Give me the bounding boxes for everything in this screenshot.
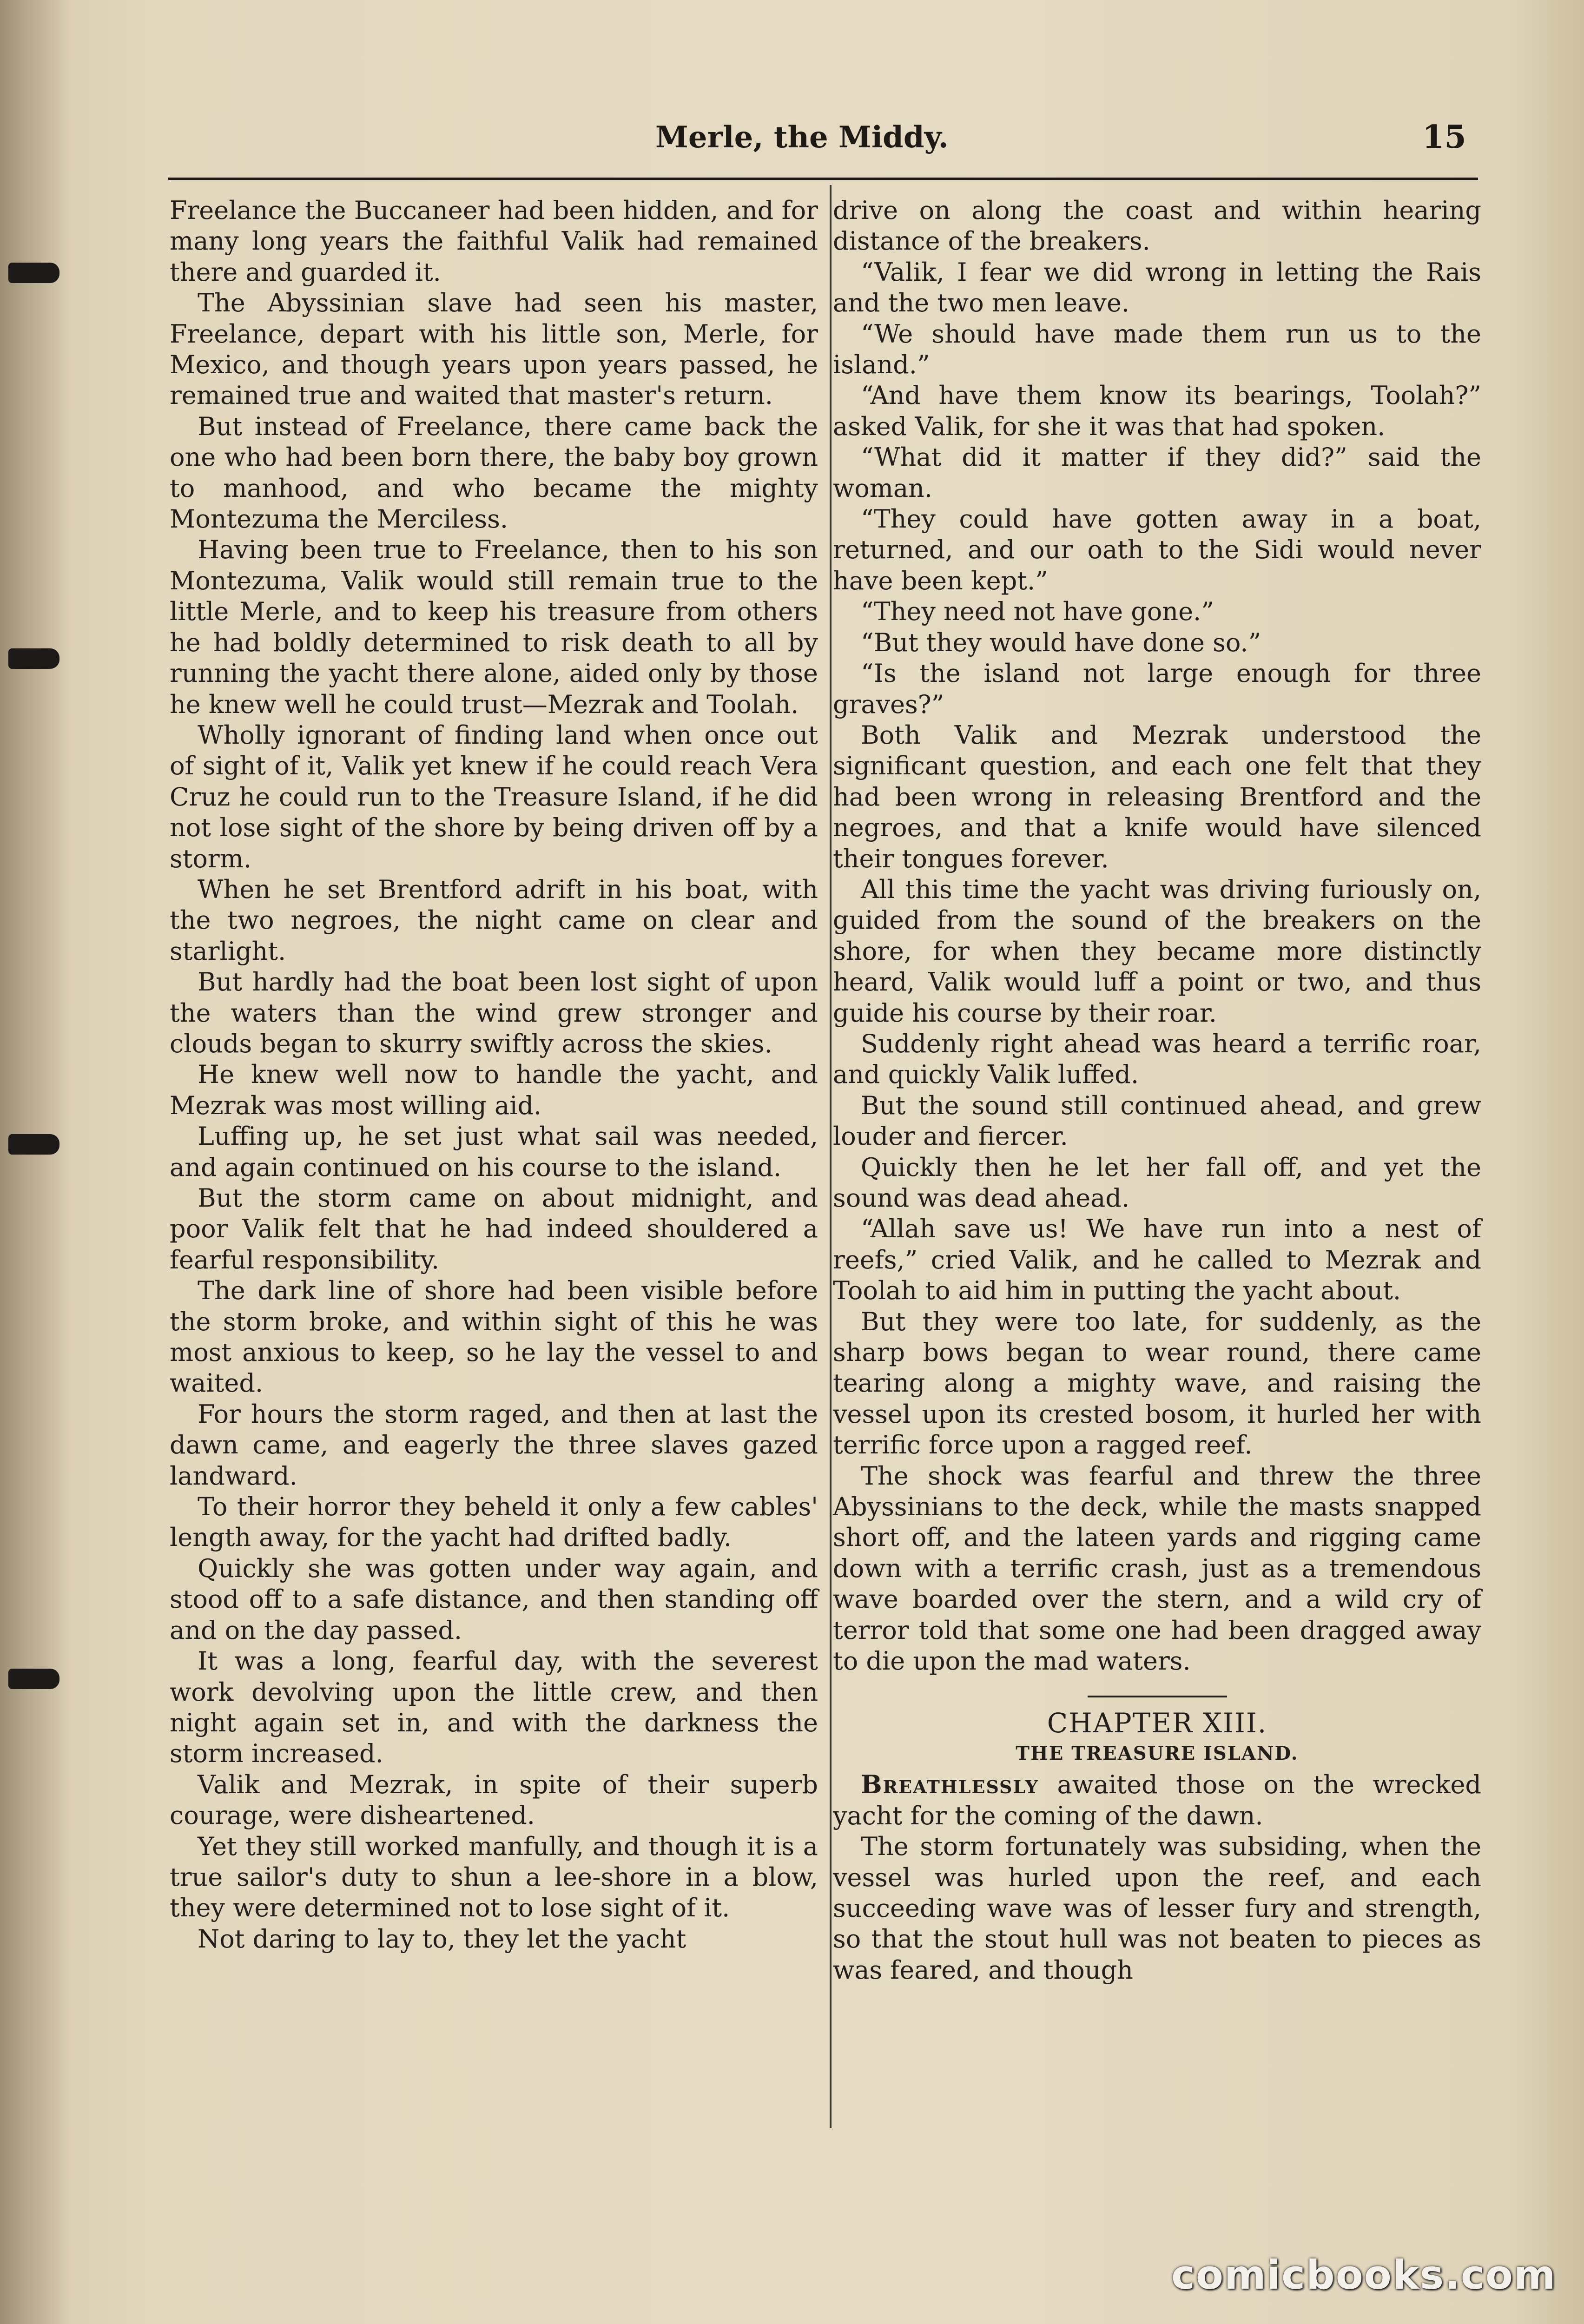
- paragraph: “We should have made them run us to the island.”: [833, 319, 1481, 380]
- paragraph: Luffing up, he set just what sail was needed, and again continued on his course to the island.: [170, 1122, 818, 1182]
- paragraph: For hours the storm raged, and then at last the dawn came, and eagerly the three slaves gazed landward.: [170, 1399, 818, 1491]
- chapter-opening-paragraph: [833, 1769, 1481, 1831]
- paragraph: Wholly ignorant of finding land when once out of sight of it, Valik yet knew if he could reach Vera Cruz he could run to the Treasure Island, if he did not lose sight of the shore by being driven off by a storm.: [170, 720, 818, 873]
- page-gutter-shadow: [0, 0, 70, 2324]
- site-watermark: comicbooks.com: [1171, 2252, 1557, 2298]
- paragraph: He knew well now to handle the yacht, and Mezrak was most willing aid.: [170, 1060, 818, 1120]
- paragraph: “They need not have gone.”: [861, 597, 1214, 627]
- page-number: 15: [1422, 119, 1466, 156]
- paragraph: When he set Brentford adrift in his boat, with the two negroes, the night came on clear and starlight.: [170, 874, 818, 966]
- paragraph: drive on along the coast and within hearing distance of the breakers.: [833, 196, 1481, 256]
- chapter-divider: [1088, 1696, 1227, 1697]
- paragraph: “Allah save us! We have run into a nest of reefs,” cried Valik, and he called to Mezrak and Toolah to aid him in putting the yacht about.: [833, 1214, 1481, 1306]
- paragraph: Having been true to Freelance, then to his son Montezuma, Valik would still remain true to the little Merle, and to keep his treasure from others he had boldly determined to risk death to all by running the yacht there alone, aided only by those he knew well he could trust—Mezrak and Toolah.: [170, 535, 818, 719]
- paragraph: “Valik, I fear we did wrong in letting the Rais and the two men leave.: [833, 257, 1481, 318]
- running-title: Merle, the Middy.: [655, 120, 949, 155]
- paragraph: The shock was fearful and threw the three Abyssinians to the deck, while the masts snapped short off, and the lateen yards and rigging came down with a terrific crash, just as a tremendous wave boarded over the stern, and a wild cry of terror told that some one had been dragged away to die upon the mad waters.: [833, 1461, 1481, 1676]
- paragraph: But the storm came on about midnight, and poor Valik felt that he had indeed shouldered a fearful responsibility.: [170, 1183, 818, 1274]
- paragraph: Yet they still worked manfully, and though it is a true sailor's duty to shun a lee-shore in a blow, they were determined not to lose sight of it.: [170, 1831, 818, 1923]
- chapter-heading: CHAPTER XIII.: [1047, 1707, 1267, 1739]
- paragraph: Suddenly right ahead was heard a terrific roar, and quickly Valik luffed.: [833, 1029, 1481, 1089]
- right-column: [833, 195, 1481, 1986]
- paragraph: The storm fortunately was subsiding, when the vessel was hurled upon the reef, and each succeeding wave was of lesser fury and strength, so that the stout hull was not beaten to pieces as was feared, and though: [833, 1832, 1481, 1985]
- paragraph: But instead of Freelance, there came back the one who had been born there, the baby boy grown to manhood, and who became the mighty Montezuma the Merciless.: [170, 411, 818, 534]
- binding-hole: [8, 263, 59, 283]
- header-rule: [168, 178, 1478, 180]
- paragraph: “They could have gotten away in a boat, returned, and our oath to the Sidi would never have been kept.”: [833, 504, 1481, 595]
- paragraph: It was a long, fearful day, with the severest work devolving upon the little crew, and then night again set in, and with the darkness the storm increased.: [170, 1646, 818, 1769]
- paragraph: Both Valik and Mezrak understood the significant question, and each one felt that they had been wrong in releasing Brentford and the negroes, and that a knife would have silenced their tongues forever.: [833, 720, 1481, 873]
- paragraph: The dark line of shore had been visible before the storm broke, and within sight of this he was most anxious to keep, so he lay the vessel to and waited.: [170, 1276, 818, 1398]
- binding-hole: [8, 648, 59, 669]
- lead-text: awaited those on the wrecked yacht for the coming of the dawn.: [833, 1770, 1481, 1830]
- paragraph: Quickly then he let her fall off, and yet the sound was dead ahead.: [833, 1152, 1481, 1213]
- chapter-subheading: THE TREASURE ISLAND.: [1016, 1742, 1299, 1764]
- paragraph: Freelance the Buccaneer had been hidden, and for many long years the faithful Valik had remained there and guarded it.: [170, 196, 818, 287]
- paragraph: “But they would have done so.”: [861, 627, 1261, 657]
- paragraph: “What did it matter if they did?” said the woman.: [833, 442, 1481, 503]
- paragraph: “Is the island not large enough for three graves?”: [833, 659, 1481, 719]
- paragraph: Quickly she was gotten under way again, and stood off to a safe distance, and then standing off and on the day passed.: [170, 1553, 818, 1645]
- paragraph: The Abyssinian slave had seen his master, Freelance, depart with his little son, Merle, for Mexico, and though years upon years passed, he remained true and waited that master's return.: [170, 288, 818, 410]
- paragraph: But the sound still continued ahead, and grew louder and fiercer.: [833, 1090, 1481, 1151]
- column-divider: [830, 185, 832, 2128]
- paragraph: “And have them know its bearings, Toolah?” asked Valik, for she it was that had spoken.: [833, 381, 1481, 441]
- paragraph: Not daring to lay to, they let the yacht: [198, 1924, 686, 1954]
- binding-hole: [8, 1669, 59, 1689]
- binding-hole: [8, 1134, 59, 1155]
- paragraph: But hardly had the boat been lost sight of upon the waters than the wind grew stronger and clouds began to skurry swiftly across the skies.: [170, 967, 818, 1058]
- paragraph: But they were too late, for suddenly, as the sharp bows began to wear round, there came tearing along a mighty wave, and raising the vessel upon its crested bosom, it hurled her with terrific force upon a ragged reef.: [833, 1307, 1481, 1460]
- lead-word: Breathlessly: [861, 1769, 1039, 1800]
- paragraph: Valik and Mezrak, in spite of their superb courage, were disheartened.: [170, 1769, 818, 1830]
- paragraph: To their horror they beheld it only a few cables' length away, for the yacht had drifted badly.: [170, 1492, 818, 1552]
- left-column: [170, 195, 818, 1954]
- paragraph: All this time the yacht was driving furiously on, guided from the sound of the breakers on the shore, for when they became more distinctly heard, Valik would luff a point or two, and thus guide his course by their roar.: [833, 874, 1481, 1028]
